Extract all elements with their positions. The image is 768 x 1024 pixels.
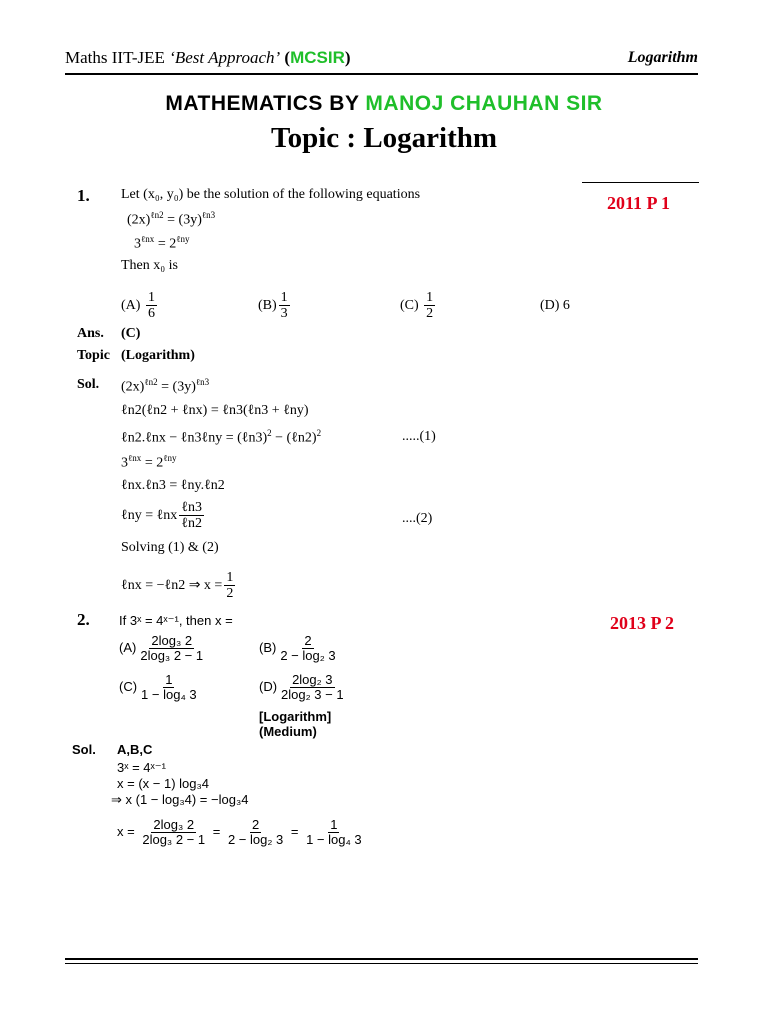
q2-sol-line-3: ⇒ x (1 − log₃4) = −log₃4 [111,792,249,807]
frac-num: 1 [165,672,173,687]
frac-num: 2log₃ 2 [151,633,193,648]
q1-option-c [400,290,437,322]
header-topic: Logarithm [627,49,698,66]
header-brand: MCSIR [290,48,345,67]
q2-option-b [259,634,340,664]
header-rule [65,73,698,75]
eq-sup: ℓn2 [150,210,164,220]
frac-num: 1 [426,290,434,305]
q1-sol-tag-1: .....(1) [402,429,436,444]
eq-sup: ℓny [163,453,177,463]
title-prefix: MATHEMATICS BY [165,92,366,115]
q2-topic: [Logarithm] [259,709,332,724]
sol-fraction [226,818,285,848]
eq-text: x = [117,824,135,840]
sol-fraction [179,500,204,532]
title-author: MANOJ CHAUHAN SIR [365,92,603,115]
header-paren-close: ) [344,48,351,67]
frac-den: 2 [426,306,434,322]
eq-text: 3 [134,236,141,252]
eq-text: = (3y) [163,212,202,228]
q2-option-a [119,634,207,664]
q1-ans-value: (C) [121,326,141,341]
q2-level: (Medium) [259,724,317,739]
frac-num: 1 [147,290,155,305]
q1-year-tag: 2011 P 1 [607,193,671,213]
q2-sol-label: Sol. [72,742,96,757]
q1-equation-1 [127,210,215,229]
page-title: Topic : Logarithm [270,122,498,154]
q1-then: Then x₀ is [121,258,178,273]
eq-text: 3 [121,455,128,471]
frac-den: 2log₂ 3 − 1 [281,687,344,703]
q1-sol-label: Sol. [77,377,100,392]
eq-text: (2x) [127,212,151,228]
option-label: (A) [121,298,141,314]
option-fraction [279,290,290,322]
q1-topic-label: Topic [77,348,110,363]
q2-sol-line-1: 3ˣ = 4ˣ⁻¹ [117,760,166,775]
sol-fraction [224,570,235,602]
q2-number: 2. [77,610,90,629]
option-label: (B) [258,298,277,314]
q1-equation-2 [134,234,190,253]
eq-sup: ℓnx [128,453,142,463]
q1-sol-line-6 [121,500,206,532]
frac-num: 2 [304,633,312,648]
q1-topic-value: (Logarithm) [121,348,195,363]
q1-sol-line-1 [121,377,209,396]
option-fraction [146,290,157,322]
q2-answer: A,B,C [117,742,153,757]
q1-stem: Let (x₀, y₀) be the solution of the following equations [121,187,421,202]
eq-text: = 2 [141,455,164,471]
frac-den: 2log₃ 2 − 1 [142,832,206,848]
frac-num: 1 [226,570,234,585]
option-fraction [139,673,199,703]
eq-text: ℓny = ℓnx [121,508,178,524]
eq-text: − (ℓn2) [271,430,317,446]
option-fraction [279,673,346,703]
frac-den: 2 − log₂ 3 [227,832,284,848]
footer-rule-bottom [65,963,698,964]
q1-sol-line-3 [121,428,321,447]
footer-rule-top [65,958,698,960]
option-label: (A) [119,640,137,656]
frac-num: 2log₂ 3 [292,672,333,687]
option-label: (C) [400,298,419,314]
eq-sup: 2 [267,428,272,438]
q1-sol-line-2: ℓn2(ℓn2 + ℓnx) = ℓn3(ℓn3 + ℓny) [121,403,309,418]
eq-sup: ℓn2 [144,377,158,387]
title-banner [0,92,768,116]
eq-text: ℓnx = −ℓn2 ⇒ x = [121,578,223,594]
frac-num: 1 [280,290,288,305]
eq-text: ℓn2.ℓnx − ℓn3ℓny = (ℓn3) [121,430,268,446]
frac-num: ℓn3 [181,500,203,515]
option-label: (D) [259,679,278,695]
q1-number: 1. [77,186,90,205]
frac-num: 1 [330,817,338,832]
q2-option-c [119,673,201,703]
q1-sol-line-7: Solving (1) & (2) [121,540,219,555]
q2-stem: If 3ˣ = 4ˣ⁻¹, then x = [119,613,233,628]
eq-text: = [290,824,299,840]
eq-sup: ℓny [176,234,190,244]
frac-den: 1 − log₄ 3 [306,832,362,848]
option-fraction [138,634,205,664]
frac-den: ℓn2 [181,516,203,532]
option-fraction [424,290,435,322]
q1-sol-line-4 [121,453,177,472]
page-header [65,46,698,72]
frac-den: 2log₃ 2 − 1 [140,648,204,664]
header-subject: Maths IIT-JEE [65,48,170,67]
frac-den: 2 [226,586,234,602]
eq-text: (2x) [121,379,145,395]
header-tagline: ‘Best Approach’ [169,48,281,67]
frac-den: 1 − log₄ 3 [141,687,197,703]
option-label: (B) [259,640,277,656]
frac-den: 3 [280,306,288,322]
q2-sol-line-4 [117,818,366,848]
sol-fraction [304,818,364,848]
frac-num: 2 [251,817,260,832]
q2-sol-line-2: x = (x − 1) log₃4 [117,776,210,791]
q1-option-a [121,290,159,322]
frac-den: 6 [147,306,155,322]
header-paren-open: ( [280,48,291,67]
q1-option-d: (D) 6 [540,298,570,313]
q2-year-tag: 2013 P 2 [610,613,675,633]
eq-sup: ℓn3 [195,377,210,387]
q1-option-b [258,290,292,322]
option-label: (C) [119,679,138,695]
q1-ans-label: Ans. [77,326,104,341]
frac-num: 2log₃ 2 [153,817,195,832]
q2-option-d [259,673,348,703]
option-fraction [278,634,337,664]
q1-divider [582,182,699,183]
eq-text: = (3y) [157,379,196,395]
eq-sup: ℓn3 [201,210,216,220]
eq-text: = [212,824,221,840]
frac-den: 2 − log₂ 3 [280,648,336,664]
header-left [65,48,351,68]
eq-sup: ℓnx [141,234,155,244]
q1-sol-line-8 [121,570,237,602]
q1-sol-tag-2: ....(2) [402,511,433,526]
sol-fraction [140,818,207,848]
eq-text: = 2 [154,236,177,252]
eq-sup: 2 [316,428,322,438]
q1-sol-line-5: ℓnx.ℓn3 = ℓny.ℓn2 [121,478,225,493]
